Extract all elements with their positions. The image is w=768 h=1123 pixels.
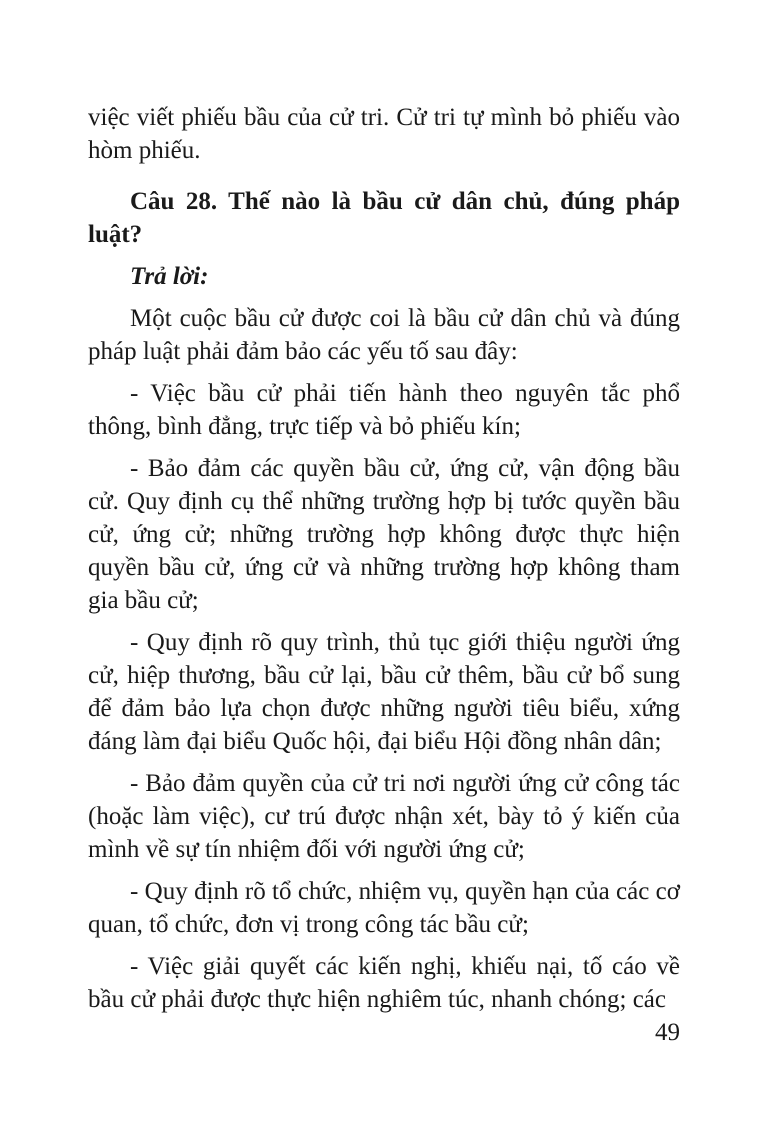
intro-paragraph: Một cuộc bầu cử được coi là bầu cử dân chủ và đúng pháp luật phải đảm bảo các yếu tố sau đây: — [88, 305, 680, 365]
requirement-item-3: - Quy định rõ quy trình, thủ tục giới thiệu người ứng cử, hiệp thương, bầu cử lại, bầu cử thêm, bầu cử bổ sung để đảm bảo lựa chọn được những người tiêu biểu, xứng đáng làm đại biểu Quốc hội, đại biểu Hội đồng nhân dân; — [88, 629, 680, 755]
continuation-paragraph: việc viết phiếu bầu của cử tri. Cử tri tự mình bỏ phiếu vào hòm phiếu. — [88, 104, 680, 164]
question-heading: Câu 28. Thế nào là bầu cử dân chủ, đúng pháp luật? — [88, 188, 680, 248]
requirement-item-1: - Việc bầu cử phải tiến hành theo nguyên tắc phổ thông, bình đẳng, trực tiếp và bỏ phiếu kín; — [88, 380, 680, 440]
requirement-item-2: - Bảo đảm các quyền bầu cử, ứng cử, vận động bầu cử. Quy định cụ thể những trường hợp bị tước quyền bầu cử, ứng cử; những trường hợp không được thực hiện quyền bầu cử, ứng cử và những trường hợp không tham gia bầu cử; — [88, 455, 680, 614]
document-page — [88, 101, 680, 1025]
requirement-item-4: - Bảo đảm quyền của cử tri nơi người ứng cử công tác (hoặc làm việc), cư trú được nhận xét, bày tỏ ý kiến của mình về sự tín nhiệm đối với người ứng cử; — [88, 770, 680, 863]
requirement-item-6: - Việc giải quyết các kiến nghị, khiếu nại, tố cáo về bầu cử phải được thực hiện nghiêm túc, nhanh chóng; các — [88, 953, 680, 1013]
page-number: 49 — [655, 1019, 680, 1046]
requirement-item-5: - Quy định rõ tổ chức, nhiệm vụ, quyền hạn của các cơ quan, tổ chức, đơn vị trong công tác bầu cử; — [88, 878, 680, 938]
answer-label: Trả lời: — [130, 263, 209, 290]
